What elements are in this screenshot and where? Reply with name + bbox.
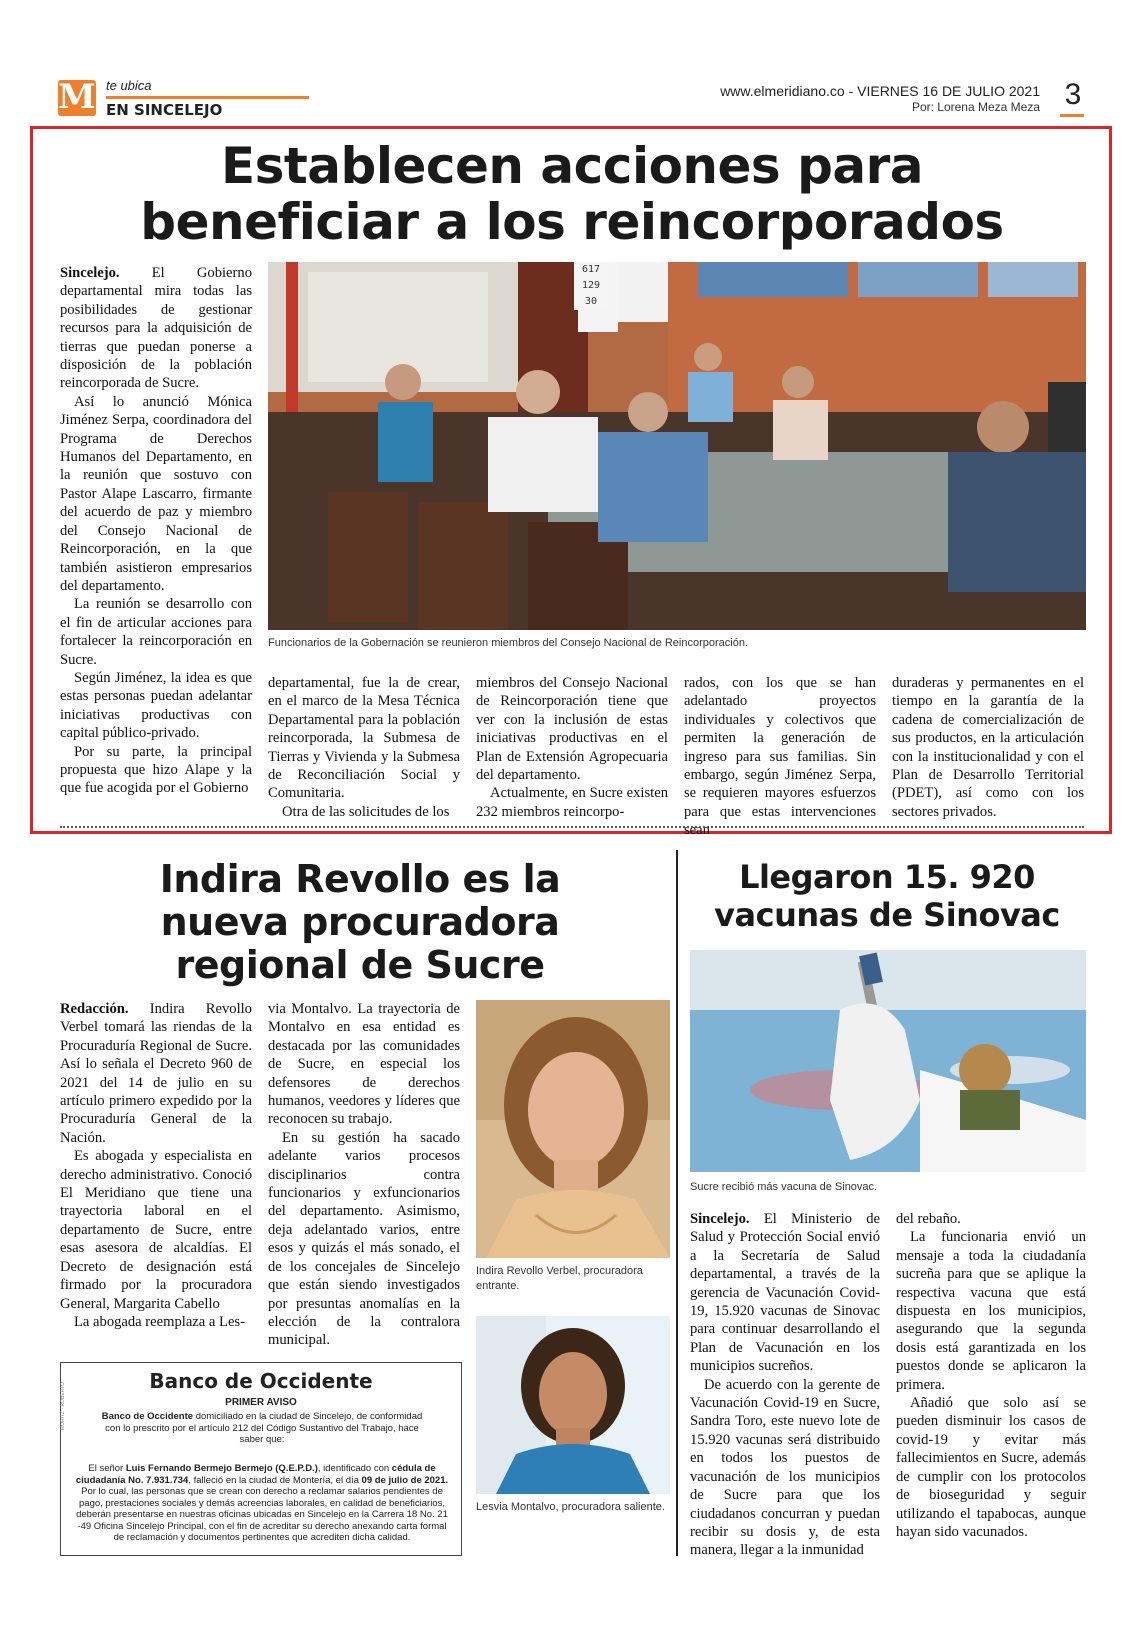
vaccine-photo-illustration	[690, 950, 1086, 1172]
portrait-lesvia	[476, 1316, 670, 1494]
bank-notice	[60, 1362, 462, 1556]
article1-col2: departamental, fue la de crear, en el marco de la Mesa Técnica Departamental para la población reincorporada, la Submesa de Tierras y Vivienda y la Submesa de Reconciliación Social y Comunitaria. Otra de las solicitudes de los	[268, 675, 460, 820]
masthead	[0, 0, 1144, 120]
portrait-indira-caption: Indira Revollo Verbel, procuradora entrante.	[476, 1265, 643, 1292]
page-number-rule	[1060, 114, 1084, 117]
bank-title: Banco de Occidente	[149, 1369, 373, 1393]
article2-col2: via Montalvo. La trayectoria de Montalvo en esa entidad es destacada por las comunidades de Sucre, en especial los defensores de derechos humanos, veedores y líderes que reconocen su trabajo. En su gestión ha sacado adelante varios procesos disciplinarios contra funcionarios y exfuncionarios del departamento. Asimismo, deja adelantado varios, entre esos y quizás el más sonado, el de los concejales de Sincelejo que están siendo investigados por presuntas anomalías en la elección de la contralora municipal.	[268, 1001, 460, 1349]
portrait-lesvia-caption: Lesvia Montalvo, procuradora saliente.	[476, 1501, 665, 1513]
article3-col1: Sincelejo. El Ministerio de Salud y Protección Social envió a la Secretaría de Salud departamental, a través de la gerencia de Vacunación Covid-19, 15.920 vacunas de Sinovac para continuar desarrollando el Plan de Vacunación en los municipios sucreños. De acuerdo con la gerente de Vacunación Covid-19 en Sucre, Sandra Toro, este nuevo lote de 15.920 vacunas será distribuido en todos los puestos de vacunación de los municipios de Sucre para que los ciudadanos concurran y puedan recibir su dosis y, de esta manera, llegar a la inmunidad	[690, 1211, 880, 1559]
meeting-photo	[268, 262, 1086, 630]
site-date: www.elmeridiano.co - VIERNES 16 DE JULIO 2021	[720, 83, 1040, 99]
section-big: EN SINCELEJO	[106, 101, 223, 119]
article1-col4: rados, con los que se han adelantado proyectos individuales y colectivos que permiten la generación de ingreso para sus familias. Sin embargo, según Jiménez Serpa, se requieren mayores esfuerzos para que estas intervenciones sean	[684, 675, 876, 839]
article3-headline: Llegaron 15. 920 vacunas de Sinovac	[714, 858, 1060, 934]
portrait-indira	[476, 1000, 670, 1258]
bank-p1: Banco de Occidente domiciliado en la ciudad de Sincelejo, de conformidad con lo prescrito por el artículo 212 del Código Sustantivo del Trabajo, hace saber que:	[101, 1411, 423, 1445]
portrait-lesvia-illustration	[476, 1316, 670, 1494]
section-small: te ubica	[106, 78, 152, 93]
article1-headline: Establecen acciones para beneficiar a los reincorporados	[140, 137, 1004, 251]
meeting-photo-illustration	[268, 262, 1086, 630]
page-number: 3	[1064, 78, 1082, 111]
byline: Por: Lorena Meza Meza	[911, 100, 1040, 114]
meeting-photo-caption: Funcionarios de la Gobernación se reunieron miembros del Consejo Nacional de Reincorporación.	[268, 637, 748, 649]
vaccine-photo-caption: Sucre recibió más vacuna de Sinovac.	[690, 1181, 878, 1193]
article1-col5: duraderas y permanentes en el tiempo en la garantía de la cadena de comercialización de sus productos, en la articulación con la institucionalidad y con el Plan de Desarrollo Territorial (PDET), así como con los sectores privados.	[892, 675, 1084, 820]
article2-col1: Redacción. Indira Revollo Verbel tomará las riendas de la Procuraduría Regional de Sucre. Así lo señala el Decreto 960 de 2021 del 14 de julio en su artículo primero expedido por la Procuraduría General de la Nación. Es abogada y especialista en derecho administrativo. Conoció El Meridiano que tiene una trayectoria laboral en el departamento de Sucre, entre esas asesora de alcaldías. El Decreto de designación está firmado por la procuradora General, Margarita Cabello La abogada reemplaza a Les-	[60, 1001, 252, 1330]
article1-col1: Sincelejo. El Gobierno departamental mira todas las posibilidades de gestionar recursos para la adquisición de tierras que puedan ponerse a disposición de la población reincorporada de Sucre. Así lo anunció Mónica Jiménez Serpa, coordinadora del Programa de Derechos Humanos del Departamento, en la reunión que sostuvo con Pastor Alape Lascarro, firmante del acuerdo de paz y miembro del Consejo Nacional de Reincorporación, en la que también asistieron empresarios del departamento. La reunión se desarrollo con el fin de articular acciones para fortalecer la reincorporación en Sucre. Según Jiménez, la idea es que estas personas puedan adelantar iniciativas productivas con capital público-privado. Por su parte, la principal propuesta que hizo Alape y la que fue acogida por el Gobierno	[60, 265, 252, 797]
vaccine-photo	[690, 950, 1086, 1172]
portrait-indira-illustration	[476, 1000, 670, 1258]
wall-numbers: 617 129 30	[574, 262, 608, 310]
article2-headline: Indira Revollo es la nueva procuradora regional de Sucre	[159, 857, 561, 987]
article3-col2: del rebaño. La funcionaria envió un mensaje a toda la ciudadanía sucreña para que se aplique la respectiva vacuna que está dispuesta en los municipios, asegurando que la segunda dosis está garantizada en los puestos donde se aplicaron la primera. Añadió que solo así se pueden disminuir los casos de covid-19 y evitar más fallecimientos en Sucre, además de cumplir con los protocolos de bioseguridad y seguir utilizando el tapabocas, aunque hayan sido vacunados.	[896, 1211, 1086, 1540]
article1-bottom-rule	[60, 826, 1084, 828]
logo-m: M	[58, 77, 96, 117]
bank-notice-vertical: MORITZ · ROBERTO	[60, 1381, 67, 1431]
article1-col3: miembros del Consejo Nacional de Reincorporación tiene que ver con la inclusión de estas iniciativas productivas en el Plan de Extensión Agropecuaria del departamento. Actualmente, en Sucre existen 232 miembros reincorpo-	[476, 675, 668, 820]
column-divider	[676, 850, 678, 1556]
section-rule	[106, 96, 309, 99]
bank-subtitle: PRIMER AVISO	[225, 1397, 297, 1408]
bank-p2: El señor Luis Fernando Bermejo Bermejo (Q.E.P.D.), identificado con cédula de ciudadanía No. 7.931.734, falleció en la ciudad de Montería, el día 09 de julio de 2021. Por lo cual, las personas que se crean con derecho a reclamar salarios pendientes de pago, prestaciones sociales y demás acreencias laborales, en calidad de beneficiarios, deberán presentarse en nuestras oficinas ubicadas en Sincelejo en la Carrera 18 No. 21 -49 Oficina Sincelejo Principal, con el fin de acreditar su derecho anexando carta formal de reclamación y documentos pertinentes que acrediten dicha calidad.	[75, 1463, 449, 1543]
